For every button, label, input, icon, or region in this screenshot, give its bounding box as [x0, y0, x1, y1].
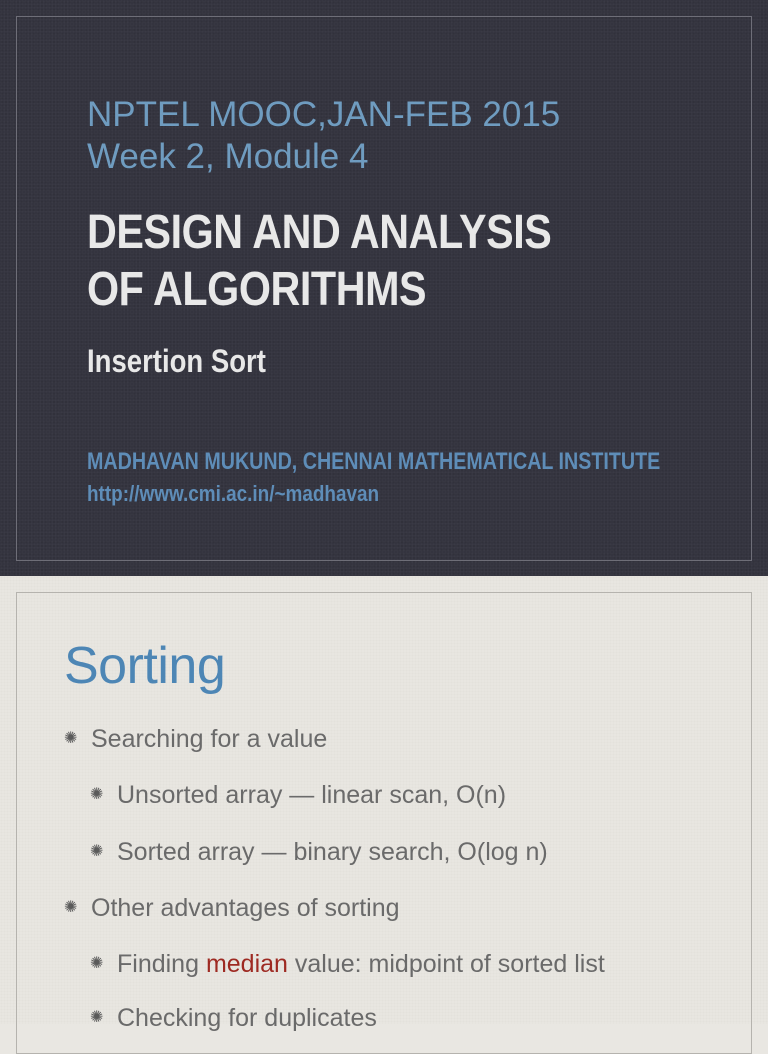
- title-line-2: OF ALGORITHMS: [87, 263, 427, 316]
- bullet-text-end: value: midpoint of sorted list: [287, 950, 605, 978]
- asterisk-bullet-icon: ✺: [90, 1009, 104, 1026]
- asterisk-bullet-icon: ✺: [90, 843, 104, 860]
- asterisk-bullet-icon: ✺: [64, 730, 78, 747]
- bullet-item: [64, 724, 328, 754]
- slide-title: [87, 204, 551, 318]
- author-url: http://www.cmi.ac.in/~madhavan: [87, 481, 380, 506]
- title-line-1: DESIGN AND ANALYSIS: [87, 206, 552, 259]
- bullet-text: Checking for duplicates: [117, 1004, 377, 1032]
- course-line-2: Week 2, Module 4: [87, 137, 369, 176]
- content-slide-title: Sorting: [64, 637, 226, 695]
- sub-bullet-item: [90, 837, 548, 867]
- bullet-text: Other advantages of sorting: [91, 894, 400, 922]
- bullet-item: [64, 893, 400, 923]
- content-slide: [0, 576, 768, 1032]
- slide-subtitle: Insertion Sort: [87, 343, 266, 379]
- sub-bullet-item: [90, 1003, 377, 1033]
- course-info: [87, 94, 560, 178]
- author-affiliation: MADHAVAN MUKUND, CHENNAI MATHEMATICAL INSTITUTE: [87, 448, 661, 475]
- sub-bullet-item: [90, 949, 605, 979]
- bullet-text-start: Finding: [117, 950, 206, 978]
- bullet-text: Searching for a value: [91, 725, 328, 753]
- asterisk-bullet-icon: ✺: [90, 955, 104, 972]
- bullet-text: Unsorted array — linear scan, O(n): [117, 781, 507, 809]
- course-line-1: NPTEL MOOC,JAN-FEB 2015: [87, 95, 561, 134]
- highlighted-term: median: [205, 950, 288, 978]
- asterisk-bullet-icon: ✺: [90, 786, 104, 803]
- sub-bullet-item: [90, 780, 507, 810]
- bullet-text: Sorted array — binary search, O(log n): [117, 838, 548, 866]
- asterisk-bullet-icon: ✺: [64, 899, 78, 916]
